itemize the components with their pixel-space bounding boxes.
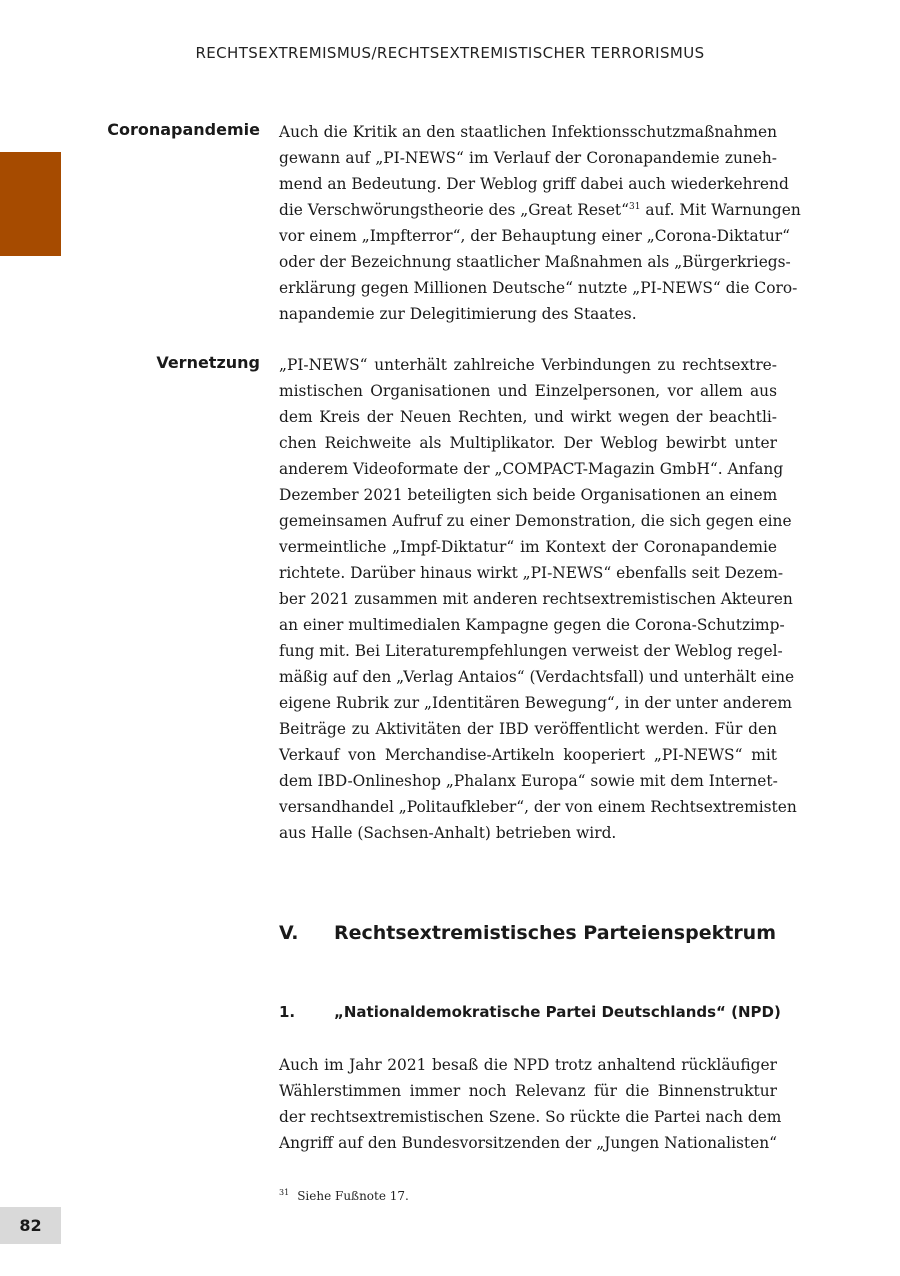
text-line: dem Kreis der Neuen Rechten, und wirkt wegen der beachtli- xyxy=(279,408,777,426)
text-line: der rechtsextremistischen Szene. So rückte die Partei nach dem xyxy=(279,1108,782,1126)
paragraph-npd xyxy=(279,1052,782,1156)
footnote-text: Siehe Fußnote 17. xyxy=(297,1189,409,1203)
subsection-heading-title: „Nationaldemokratische Partei Deutschlands“ (NPD) xyxy=(334,1003,781,1021)
margin-label-vernetzung: Vernetzung xyxy=(156,353,260,372)
text-line: vor einem „Impfterror“, der Behauptung einer „Corona-Diktatur“ xyxy=(279,227,790,245)
text-line: versandhandel „Politaufkleber“, der von einem Rechtsextremisten xyxy=(279,798,797,816)
text-line: dem IBD-Onlineshop „Phalanx Europa“ sowie mit dem Internet- xyxy=(279,772,778,790)
text-line: gemeinsamen Aufruf zu einer Demonstration, die sich gegen eine xyxy=(279,512,792,530)
text-line: ber 2021 zusammen mit anderen rechtsextremistischen Akteuren xyxy=(279,590,793,608)
section-heading-number: V. xyxy=(279,922,299,944)
text-line: fung mit. Bei Literaturempfehlungen verweist der Weblog regel- xyxy=(279,642,783,660)
margin-label-coronapandemie: Coronapandemie xyxy=(107,120,260,139)
text-line: napandemie zur Delegitimierung des Staates. xyxy=(279,305,637,323)
footnote-reference[interactable]: 31 xyxy=(629,201,641,212)
text-line-with-footnote xyxy=(279,197,801,223)
text-line: Beiträge zu Aktivitäten der IBD veröffentlicht werden. Für den xyxy=(279,720,777,738)
text-line: vermeintliche „Impf-Diktatur“ im Kontext der Coronapandemie xyxy=(279,538,777,556)
text-line: Auch im Jahr 2021 besaß die NPD trotz anhaltend rückläufiger xyxy=(279,1056,777,1074)
section-heading-title: Rechtsextremistisches Parteienspektrum xyxy=(334,922,777,944)
paragraph-coronapandemie xyxy=(279,119,801,327)
footnote-number: 31 xyxy=(279,1188,290,1197)
text-line: anderem Videoformate der „COMPACT-Magazin GmbH“. Anfang xyxy=(279,460,784,478)
text-line: eigene Rubrik zur „Identitären Bewegung“, in der unter anderem xyxy=(279,694,792,712)
text-line: an einer multimedialen Kampagne gegen die Corona-Schutzimp- xyxy=(279,616,785,634)
text-fragment: auf. Mit Warnungen xyxy=(640,201,801,219)
text-line: „PI-NEWS“ unterhält zahlreiche Verbindungen zu rechtsextre- xyxy=(279,356,777,374)
footnote xyxy=(279,1188,409,1203)
text-line: richtete. Darüber hinaus wirkt „PI-NEWS“ ebenfalls seit Dezem- xyxy=(279,564,784,582)
text-fragment: die Verschwörungstheorie des „Great Reset“ xyxy=(279,201,629,219)
page-number: 82 xyxy=(0,1207,61,1244)
text-line: chen Reichweite als Multiplikator. Der Weblog bewirbt unter xyxy=(279,434,777,452)
text-line: Verkauf von Merchandise-Artikeln kooperiert „PI-NEWS“ mit xyxy=(279,746,777,764)
subsection-heading-number: 1. xyxy=(279,1003,296,1021)
running-header: RECHTSEXTREMISMUS/RECHTSEXTREMISTISCHER TERRORISMUS xyxy=(195,44,705,62)
text-line: mäßig auf den „Verlag Antaios“ (Verdachtsfall) und unterhält eine xyxy=(279,668,795,686)
text-line: mistischen Organisationen und Einzelpersonen, vor allem aus xyxy=(279,382,777,400)
text-line: oder der Bezeichnung staatlicher Maßnahmen als „Bürgerkriegs- xyxy=(279,253,791,271)
chapter-color-tab xyxy=(0,152,61,256)
text-line: erklärung gegen Millionen Deutsche“ nutzte „PI-NEWS“ die Coro- xyxy=(279,279,798,297)
text-line: mend an Bedeutung. Der Weblog griff dabei auch wiederkehrend xyxy=(279,175,789,193)
text-line: gewann auf „PI-NEWS“ im Verlauf der Coronapandemie zuneh- xyxy=(279,149,777,167)
text-line: aus Halle (Sachsen-Anhalt) betrieben wird. xyxy=(279,824,617,842)
text-line: Angriff auf den Bundesvorsitzenden der „Jungen Nationalisten“ xyxy=(279,1134,777,1152)
text-line: Wählerstimmen immer noch Relevanz für die Binnenstruktur xyxy=(279,1082,777,1100)
paragraph-vernetzung xyxy=(279,352,797,846)
text-line: Auch die Kritik an den staatlichen Infektionsschutzmaßnahmen xyxy=(279,123,777,141)
text-line: Dezember 2021 beteiligten sich beide Organisationen an einem xyxy=(279,486,778,504)
